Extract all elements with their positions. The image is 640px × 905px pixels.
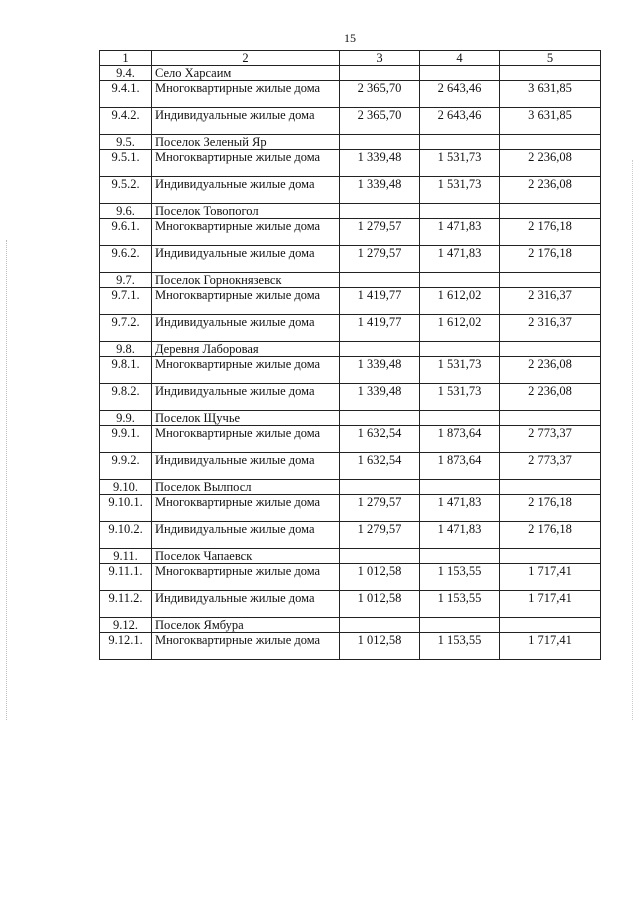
table-cell-col-3: 1 279,57 [340, 246, 420, 273]
table-cell-col-3 [340, 549, 420, 564]
table-cell-col-5 [500, 66, 601, 81]
page-number: 15 [344, 31, 356, 45]
table-cell-col-3: 1 632,54 [340, 453, 420, 480]
table-cell-col-3: 2 365,70 [340, 81, 420, 108]
table-cell-col-4: 1 531,73 [420, 177, 500, 204]
tariff-table [99, 50, 601, 660]
table-cell-col-2: Поселок Зеленый Яр [152, 135, 340, 150]
table-cell-col-1: 9.7. [100, 273, 152, 288]
table-row [100, 591, 601, 618]
table-cell-col-5: 2 773,37 [500, 426, 601, 453]
table-cell-col-4 [420, 618, 500, 633]
table-cell-col-1: 9.9.1. [100, 426, 152, 453]
table-row [100, 246, 601, 273]
table-cell-col-2: Индивидуальные жилые дома [152, 315, 340, 342]
table-cell-col-5: 2 176,18 [500, 246, 601, 273]
table-group-row [100, 204, 601, 219]
table-cell-col-2: Многоквартирные жилые дома [152, 150, 340, 177]
header-cell-3: 3 [340, 51, 420, 66]
table-cell-col-3: 1 339,48 [340, 150, 420, 177]
table-group-row [100, 135, 601, 150]
table-cell-col-2: Поселок Щучье [152, 411, 340, 426]
table-cell-col-4 [420, 273, 500, 288]
table-header-row [100, 51, 601, 66]
table-cell-col-4 [420, 480, 500, 495]
table-cell-col-2: Многоквартирные жилые дома [152, 81, 340, 108]
header-cell-5: 5 [500, 51, 601, 66]
table-cell-col-3: 1 279,57 [340, 219, 420, 246]
table-cell-col-2: Многоквартирные жилые дома [152, 564, 340, 591]
table-cell-col-1: 9.6.2. [100, 246, 152, 273]
table-cell-col-1: 9.11. [100, 549, 152, 564]
table-cell-col-2: Многоквартирные жилые дома [152, 219, 340, 246]
table-cell-col-2: Село Харсаим [152, 66, 340, 81]
table-cell-col-3 [340, 480, 420, 495]
table-cell-col-4: 1 471,83 [420, 246, 500, 273]
table-cell-col-3 [340, 618, 420, 633]
table-row [100, 315, 601, 342]
scan-edge-marks-right [632, 160, 634, 720]
table-cell-col-2: Многоквартирные жилые дома [152, 426, 340, 453]
table-cell-col-5: 2 176,18 [500, 495, 601, 522]
table-cell-col-4 [420, 135, 500, 150]
table-cell-col-2: Поселок Ямбура [152, 618, 340, 633]
table-cell-col-3: 1 339,48 [340, 357, 420, 384]
table-cell-col-5: 1 717,41 [500, 591, 601, 618]
table-cell-col-4: 1 153,55 [420, 591, 500, 618]
table-cell-col-2: Индивидуальные жилые дома [152, 591, 340, 618]
table-cell-col-3: 1 012,58 [340, 633, 420, 660]
table-cell-col-5: 1 717,41 [500, 564, 601, 591]
table-row [100, 384, 601, 411]
table-row [100, 108, 601, 135]
table-cell-col-5 [500, 342, 601, 357]
table-cell-col-4: 2 643,46 [420, 108, 500, 135]
table-cell-col-1: 9.4.2. [100, 108, 152, 135]
table-row [100, 426, 601, 453]
table-row [100, 453, 601, 480]
table-cell-col-3: 1 632,54 [340, 426, 420, 453]
table-cell-col-3: 1 419,77 [340, 315, 420, 342]
table-cell-col-1: 9.11.2. [100, 591, 152, 618]
table-cell-col-4: 1 873,64 [420, 426, 500, 453]
table-cell-col-4: 1 531,73 [420, 150, 500, 177]
table-cell-col-5 [500, 480, 601, 495]
table-group-row [100, 273, 601, 288]
table-cell-col-1: 9.10.1. [100, 495, 152, 522]
table-cell-col-1: 9.4. [100, 66, 152, 81]
scan-edge-marks [6, 240, 8, 720]
table-cell-col-3: 2 365,70 [340, 108, 420, 135]
table-row [100, 633, 601, 660]
table-cell-col-2: Индивидуальные жилые дома [152, 522, 340, 549]
table-cell-col-5: 2 236,08 [500, 384, 601, 411]
table-cell-col-1: 9.8. [100, 342, 152, 357]
table-cell-col-4: 1 471,83 [420, 495, 500, 522]
table-group-row [100, 66, 601, 81]
table-cell-col-4: 1 873,64 [420, 453, 500, 480]
table-cell-col-4: 1 471,83 [420, 522, 500, 549]
table-cell-col-2: Деревня Лаборовая [152, 342, 340, 357]
table-row [100, 219, 601, 246]
table-cell-col-2: Индивидуальные жилые дома [152, 177, 340, 204]
table-cell-col-4: 1 153,55 [420, 633, 500, 660]
table-cell-col-4: 1 531,73 [420, 384, 500, 411]
table-group-row [100, 342, 601, 357]
table-cell-col-3: 1 419,77 [340, 288, 420, 315]
table-row [100, 150, 601, 177]
table-cell-col-3 [340, 204, 420, 219]
table-cell-col-1: 9.9.2. [100, 453, 152, 480]
table-cell-col-5 [500, 411, 601, 426]
table-cell-col-4: 1 612,02 [420, 315, 500, 342]
table-cell-col-4 [420, 342, 500, 357]
table-cell-col-2: Поселок Товопогол [152, 204, 340, 219]
table-group-row [100, 411, 601, 426]
table-cell-col-1: 9.8.2. [100, 384, 152, 411]
table-cell-col-4: 2 643,46 [420, 81, 500, 108]
table-cell-col-1: 9.7.2. [100, 315, 152, 342]
table-cell-col-1: 9.7.1. [100, 288, 152, 315]
header-cell-1: 1 [100, 51, 152, 66]
table-cell-col-1: 9.5.2. [100, 177, 152, 204]
table-cell-col-5: 2 176,18 [500, 219, 601, 246]
table-cell-col-1: 9.9. [100, 411, 152, 426]
table-cell-col-4: 1 153,55 [420, 564, 500, 591]
table-cell-col-5 [500, 273, 601, 288]
table-cell-col-4 [420, 549, 500, 564]
table-cell-col-3: 1 279,57 [340, 495, 420, 522]
table-cell-col-2: Многоквартирные жилые дома [152, 357, 340, 384]
table-cell-col-5: 3 631,85 [500, 81, 601, 108]
table-cell-col-2: Многоквартирные жилые дома [152, 288, 340, 315]
table-row [100, 357, 601, 384]
table-cell-col-5: 2 316,37 [500, 315, 601, 342]
table-cell-col-2: Многоквартирные жилые дома [152, 633, 340, 660]
table-cell-col-4: 1 612,02 [420, 288, 500, 315]
table-group-row [100, 549, 601, 564]
table-cell-col-1: 9.12. [100, 618, 152, 633]
table-cell-col-1: 9.12.1. [100, 633, 152, 660]
table-cell-col-2: Индивидуальные жилые дома [152, 108, 340, 135]
table-cell-col-2: Поселок Горнокнязевск [152, 273, 340, 288]
table-cell-col-3 [340, 411, 420, 426]
table-cell-col-3 [340, 342, 420, 357]
table-cell-col-2: Индивидуальные жилые дома [152, 246, 340, 273]
table-cell-col-3: 1 012,58 [340, 564, 420, 591]
table-row [100, 81, 601, 108]
table-cell-col-5 [500, 549, 601, 564]
table-cell-col-3: 1 279,57 [340, 522, 420, 549]
table-row [100, 564, 601, 591]
table-cell-col-3: 1 339,48 [340, 177, 420, 204]
table-row [100, 177, 601, 204]
table-cell-col-1: 9.5.1. [100, 150, 152, 177]
table-cell-col-3 [340, 273, 420, 288]
table-cell-col-5 [500, 204, 601, 219]
table-cell-col-1: 9.6.1. [100, 219, 152, 246]
table-cell-col-1: 9.6. [100, 204, 152, 219]
table-cell-col-5: 2 773,37 [500, 453, 601, 480]
table-cell-col-1: 9.4.1. [100, 81, 152, 108]
table-cell-col-3 [340, 135, 420, 150]
table-cell-col-3: 1 012,58 [340, 591, 420, 618]
table-row [100, 288, 601, 315]
table-cell-col-1: 9.8.1. [100, 357, 152, 384]
table-cell-col-1: 9.10.2. [100, 522, 152, 549]
header-cell-4: 4 [420, 51, 500, 66]
table-row [100, 495, 601, 522]
table-cell-col-5 [500, 618, 601, 633]
table-cell-col-5: 2 236,08 [500, 177, 601, 204]
table-cell-col-5: 2 176,18 [500, 522, 601, 549]
table-cell-col-2: Многоквартирные жилые дома [152, 495, 340, 522]
table-body [100, 51, 601, 660]
header-cell-2: 2 [152, 51, 340, 66]
table-cell-col-3: 1 339,48 [340, 384, 420, 411]
table-cell-col-1: 9.10. [100, 480, 152, 495]
table-cell-col-3 [340, 66, 420, 81]
table-cell-col-4 [420, 66, 500, 81]
table-cell-col-5: 2 236,08 [500, 150, 601, 177]
table-cell-col-5 [500, 135, 601, 150]
table-row [100, 522, 601, 549]
table-cell-col-1: 9.5. [100, 135, 152, 150]
table-cell-col-4 [420, 411, 500, 426]
table-group-row [100, 618, 601, 633]
table-cell-col-2: Индивидуальные жилые дома [152, 384, 340, 411]
table-cell-col-4: 1 471,83 [420, 219, 500, 246]
table-cell-col-1: 9.11.1. [100, 564, 152, 591]
table-cell-col-4: 1 531,73 [420, 357, 500, 384]
table-group-row [100, 480, 601, 495]
table-cell-col-5: 3 631,85 [500, 108, 601, 135]
table-cell-col-5: 1 717,41 [500, 633, 601, 660]
table-cell-col-5: 2 236,08 [500, 357, 601, 384]
table-cell-col-4 [420, 204, 500, 219]
table-cell-col-2: Поселок Вылпосл [152, 480, 340, 495]
table-cell-col-2: Поселок Чапаевск [152, 549, 340, 564]
table-cell-col-2: Индивидуальные жилые дома [152, 453, 340, 480]
table-cell-col-5: 2 316,37 [500, 288, 601, 315]
